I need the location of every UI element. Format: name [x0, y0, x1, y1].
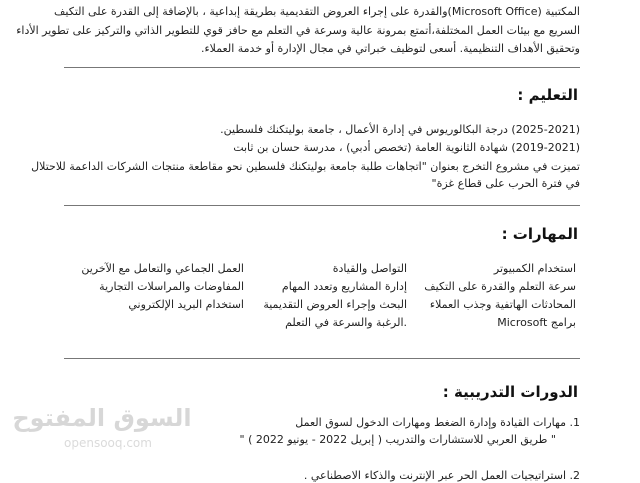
- skill-item: استخدام البريد الإلكتروني: [128, 298, 244, 311]
- skills-column-2: [263, 260, 407, 332]
- intro-line: وتحقيق الأهداف التنظيمية. أسعى لتوظيف خبراتي في مجال الإدارة أو خدمة العملاء.: [200, 42, 580, 55]
- course-detail: " طريق العربي للاستشارات والتدريب ( إبريل 2022 - يونيو 2022 ) ": [239, 433, 556, 446]
- course-title: 2. استراتيجيات العمل الحر عبر الإنترنت والذكاء الاصطناعي .: [303, 469, 580, 482]
- skill-item: البحث وإجراء العروض التقديمية: [263, 298, 407, 311]
- skill-item: المفاوضات والمراسلات التجارية: [99, 280, 244, 293]
- section-divider: [64, 67, 580, 68]
- education-heading: التعليم :: [517, 86, 578, 104]
- skills-column-3: [81, 260, 244, 314]
- education-item: (2025-2021) درجة البكالوريوس في إدارة الأعمال ، جامعة بوليتكنك فلسطين.: [220, 123, 580, 136]
- education-note-line: في فترة الحرب على قطاع غزة": [431, 177, 580, 190]
- skills-column-1: [424, 260, 576, 332]
- watermark-arabic: السوق المفتوح: [12, 404, 192, 432]
- education-item: (2019-2021) شهادة الثانوية العامة (تخصص أدبي) ، مدرسة حسان بن ثابت: [233, 141, 580, 154]
- skill-item: استخدام الكمبيوتر: [493, 262, 576, 275]
- section-divider: [64, 358, 580, 359]
- section-divider: [64, 205, 580, 206]
- intro-line: السريع مع بيئات العمل المختلفة،أتمتع بمرونة عالية وسرعة في التعلم مع حافز قوي للتطوير الذاتي والتركيز على تطوير الأداء: [16, 24, 580, 37]
- skill-item: .الرغبة والسرعة في التعلم: [285, 316, 407, 329]
- education-note-line: تميزت في مشروع التخرج بعنوان "اتجاهات طلبة جامعة بوليتكنك فلسطين نحو مقاطعة منتجات الشركات الداعمة للاحتلال: [31, 160, 580, 173]
- skill-item: العمل الجماعي والتعامل مع الآخرين: [81, 262, 244, 275]
- course-title: 1. مهارات القيادة وإدارة الضغط ومهارات الدخول لسوق العمل: [295, 416, 580, 429]
- intro-line: المكتبية (Microsoft Office)والقدرة على إجراء العروض التقديمية بطريقة إبداعية ، بالإضافة إلى القدرة على التكيف: [54, 5, 580, 18]
- skill-item: إدارة المشاريع وتعدد المهام: [281, 280, 407, 293]
- skill-item: التواصل والقيادة: [332, 262, 407, 275]
- skills-heading: المهارات :: [501, 225, 578, 243]
- skill-item: سرعة التعلم والقدرة على التكيف: [424, 280, 576, 293]
- watermark-logo-icon: [12, 400, 192, 460]
- courses-heading: الدورات التدريبية :: [442, 383, 578, 401]
- watermark-latin: opensooq.com: [64, 436, 152, 450]
- skill-item: برامج Microsoft: [497, 316, 576, 329]
- skill-item: المحادثات الهاتفية وجذب العملاء: [429, 298, 576, 311]
- opensooq-watermark: [12, 400, 192, 460]
